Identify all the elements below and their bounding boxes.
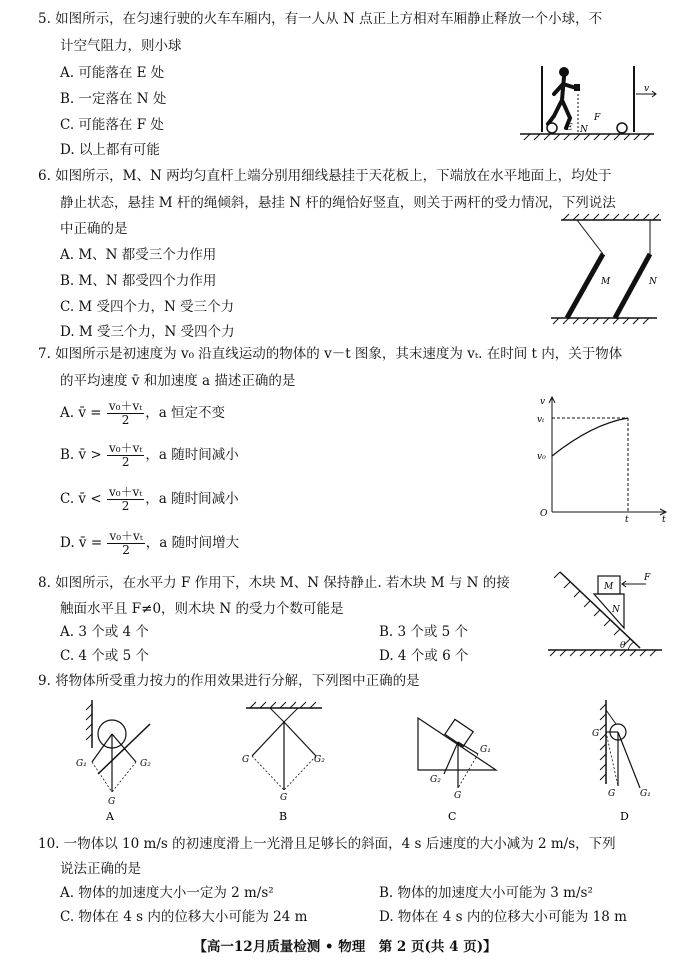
label-g: G <box>454 791 462 801</box>
label-v0: v₀ <box>537 452 546 462</box>
q7-stem-line1: 7. 如图所示是初速度为 v₀ 沿直线运动的物体的 v－t 图象，其末速度为 vₜ. 在时间 t 内，关于物体 <box>38 346 623 362</box>
label-v: v <box>644 84 650 94</box>
q5-option-a: A. 可能落在 E 处 <box>60 65 165 81</box>
label-v: v <box>540 397 546 407</box>
label-g2: G₂ <box>314 755 325 765</box>
q7-vt-graph <box>532 392 672 522</box>
q5-stem-line1: 5. 如图所示，在匀速行驶的火车车厢内，有一人从 N 点正上方相对车厢静止释放一个小球，不 <box>38 11 603 27</box>
q5-option-c: C. 可能落在 F 处 <box>60 117 164 133</box>
q8-incline-figure <box>546 566 666 660</box>
label-g: G <box>242 755 250 765</box>
q6-stem-line1: 6. 如图所示，M、N 两均匀直杆上端分别用细线悬挂于天花板上，下端放在水平地面上，均处于 <box>38 168 612 184</box>
q5-option-d: D. 以上都有可能 <box>60 142 160 158</box>
label-theta: θ <box>620 641 626 651</box>
q9-figure-c <box>414 712 514 824</box>
label-t-mark: t <box>625 515 629 522</box>
ball-icon <box>547 123 557 133</box>
figure-label-c: C <box>448 810 457 823</box>
q8-option-a: A. 3 个或 4 个 <box>60 624 149 640</box>
q8-stem-line1: 8. 如图所示，在水平力 F 作用下，木块 M、N 保持静止. 若木块 M 与 N 的接 <box>38 575 510 591</box>
label-e: E <box>566 123 573 133</box>
q7-option-d: D. v̄ = $\frac{\text{v₀＋vₜ}}{2}$ ，a 随时间增大 <box>60 529 240 557</box>
label-origin: O <box>540 509 548 519</box>
q7-option-c: C. v̄ < $\frac{\text{v₀＋vₜ}}{2}$ ，a 随时间减小 <box>60 485 239 513</box>
q7-option-a: A. v̄ = $\frac{\text{v₀＋vₜ}}{2}$ ，a 恒定不变 <box>60 399 226 427</box>
q6-option-d: D. M 受三个力，N 受四个力 <box>60 324 235 340</box>
q6-option-a: A. M、N 都受三个力作用 <box>60 247 217 263</box>
label-g1: G₁ <box>76 759 87 769</box>
q6-rods-figure <box>545 212 665 328</box>
label-f: F <box>644 573 651 583</box>
label-g: G <box>108 797 116 807</box>
label-g1: G₁ <box>480 745 491 755</box>
q9-stem: 9. 将物体所受重力按力的作用效果进行分解，下列图中正确的是 <box>38 673 420 689</box>
figure-label-d: D <box>620 810 629 823</box>
q10-option-c: C. 物体在 4 s 内的位移大小可能为 24 m <box>60 909 308 925</box>
label-n: N <box>612 605 620 615</box>
label-m: M <box>604 582 614 592</box>
label-g: G <box>280 793 288 803</box>
label-f: F <box>594 113 601 123</box>
label-g: G <box>608 789 616 799</box>
q8-option-c: C. 4 个或 5 个 <box>60 648 149 664</box>
q9-figure-a <box>56 694 166 824</box>
label-t-axis: t <box>662 515 666 522</box>
q6-option-b: B. M、N 都受四个力作用 <box>60 273 217 289</box>
q6-stem-line3: 中正确的是 <box>60 221 128 237</box>
figure-label-b: B <box>279 810 288 823</box>
label-g: G <box>592 729 600 739</box>
q6-stem-line2: 静止状态，悬挂 M 杆的绳倾斜，悬挂 N 杆的绳恰好竖直，则关于两杆的受力情况，下列说法 <box>60 195 616 211</box>
q8-stem-line2: 触面水平且 F≠0，则木块 N 的受力个数可能是 <box>60 601 344 617</box>
label-g2: G₂ <box>430 775 441 785</box>
label-vt: vₜ <box>537 415 545 425</box>
q10-stem-line2: 说法正确的是 <box>60 861 141 877</box>
q7-option-b: B. v̄ > $\frac{\text{v₀＋vₜ}}{2}$ ，a 随时间减小 <box>60 441 239 469</box>
q6-option-c: C. M 受四个力，N 受三个力 <box>60 299 235 315</box>
label-n: N <box>649 277 657 287</box>
q5-option-b: B. 一定落在 N 处 <box>60 91 167 107</box>
q10-stem-line1: 10. 一物体以 10 m/s 的初速度滑上一光滑且足够长的斜面，4 s 后速度的大小减为 2 m/s，下列 <box>38 836 616 852</box>
q7-stem-line2: 的平均速度 v̄ 和加速度 a 描述正确的是 <box>60 373 296 389</box>
q5-train-figure <box>518 60 658 142</box>
page-footer: 【高一12月质量检测 • 物理 第 2 页(共 4 页)】 <box>193 939 497 955</box>
q10-option-b: B. 物体的加速度大小可能为 3 m/s² <box>379 885 593 901</box>
q10-option-d: D. 物体在 4 s 内的位移大小可能为 18 m <box>379 909 627 925</box>
ball-icon <box>617 123 627 133</box>
q5-stem-line2: 计空气阻力，则小球 <box>60 38 182 54</box>
label-g2: G₂ <box>140 759 151 769</box>
figure-label-a: A <box>106 810 114 823</box>
label-m: M <box>601 277 611 287</box>
label-n: N <box>580 125 588 135</box>
q10-option-a: A. 物体的加速度大小一定为 2 m/s² <box>60 885 274 901</box>
q9-figure-b <box>234 700 334 824</box>
q9-figure-d <box>582 696 662 824</box>
q8-option-d: D. 4 个或 6 个 <box>379 648 469 664</box>
q8-option-b: B. 3 个或 5 个 <box>379 624 469 640</box>
label-g1: G₁ <box>640 789 651 799</box>
